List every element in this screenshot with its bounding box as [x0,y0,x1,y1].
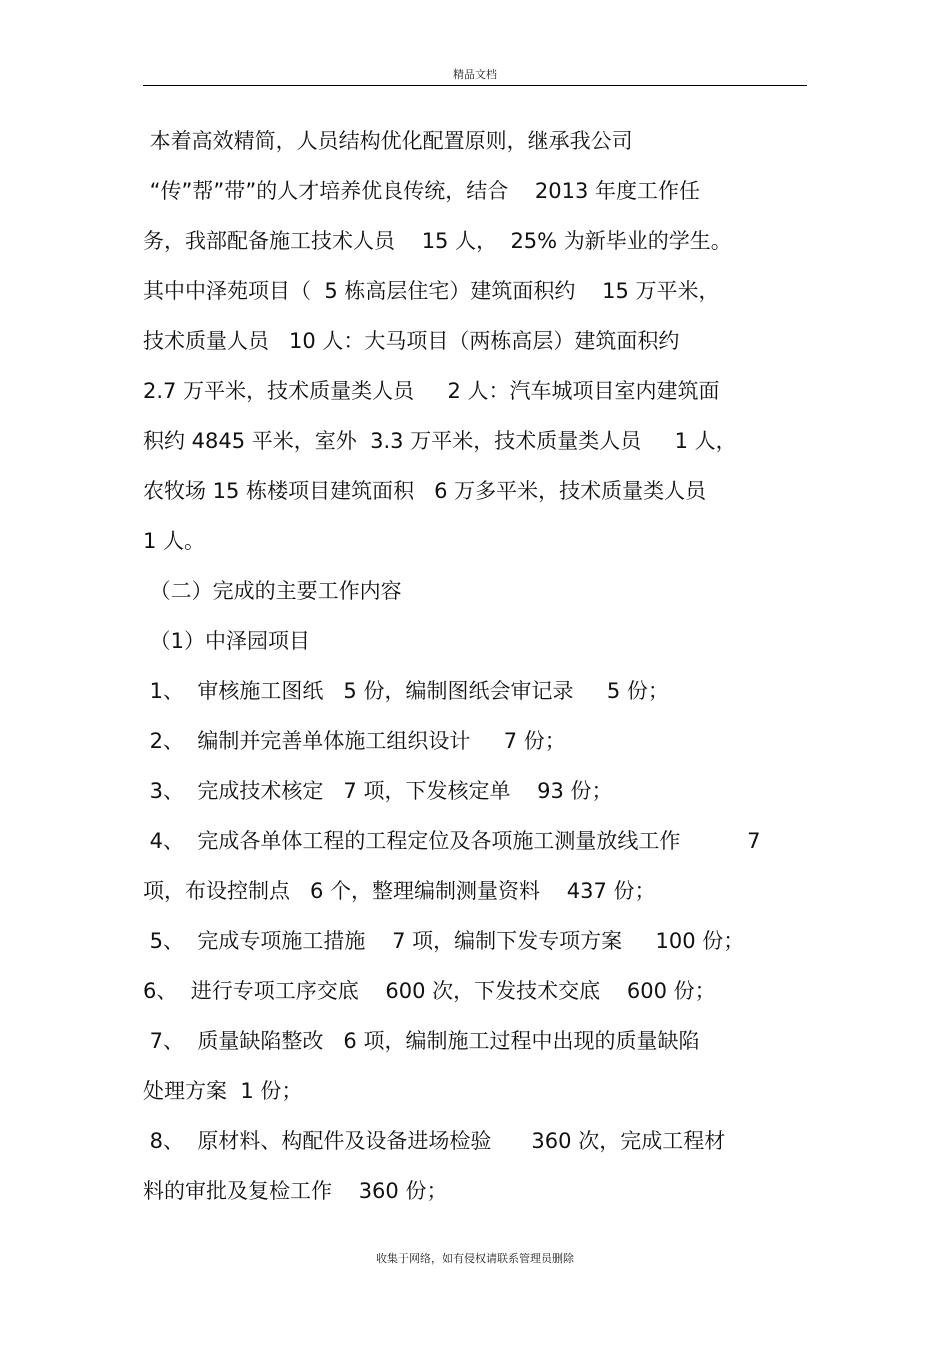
header-divider [143,85,807,86]
list-item: 1、 审核施工图纸 5 份，编制图纸会审记录 5 份； [143,679,669,703]
list-item: 5、 完成专项施工措施 7 项，编制下发专项方案 100 份； [143,929,745,953]
body-line: “传”帮”带”的人才培养优良传统，结合 2013 年度工作任 [143,179,701,203]
list-item: 8、 原材料、构配件及设备进场检验 360 次，完成工程材 [143,1129,726,1153]
list-item: 4、 完成各单体工程的工程定位及各项施工测量放线工作 7 [143,829,761,853]
body-line: 2.7 万平米，技术质量类人员 2 人：汽车城项目室内建筑面 [143,379,720,403]
body-line: 1 人。 [143,529,206,553]
body-line: 其中中泽苑项目（ 5 栋高层住宅）建筑面积约 15 万平米， [143,279,720,303]
body-line: 务，我部配备施工技术人员 15 人， 25% 为新毕业的学生。 [143,229,732,253]
list-item: 6、 进行专项工序交底 600 次，下发技术交底 600 份； [143,979,716,1003]
list-item-continuation: 处理方案 1 份； [143,1079,303,1103]
body-line: 积约 4845 平米，室外 3.3 万平米，技术质量类人员 1 人， [143,429,737,453]
section-heading: （二）完成的主要工作内容 [143,579,402,603]
list-item: 2、 编制并完善单体施工组织设计 7 份； [143,729,566,753]
body-line: 本着高效精简，人员结构优化配置原则，继承我公司 [143,129,633,153]
list-item: 3、 完成技术核定 7 项，下发核定单 93 份； [143,779,613,803]
body-line: 农牧场 15 栋楼项目建筑面积 6 万多平米，技术质量类人员 [143,479,707,503]
subsection-heading: （1）中泽园项目 [143,629,311,653]
list-item: 7、 质量缺陷整改 6 项，编制施工过程中出现的质量缺陷 [143,1029,700,1053]
list-item-continuation: 料的审批及复检工作 360 份； [143,1179,448,1203]
page-header-title: 精品文档 [453,68,497,81]
body-line: 技术质量人员 10 人：大马项目（两栋高层）建筑面积约 [143,329,680,353]
page-footer-note: 收集于网络，如有侵权请联系管理员删除 [376,1252,574,1265]
list-item-continuation: 项，布设控制点 6 个，整理编制测量资料 437 份； [143,879,656,903]
